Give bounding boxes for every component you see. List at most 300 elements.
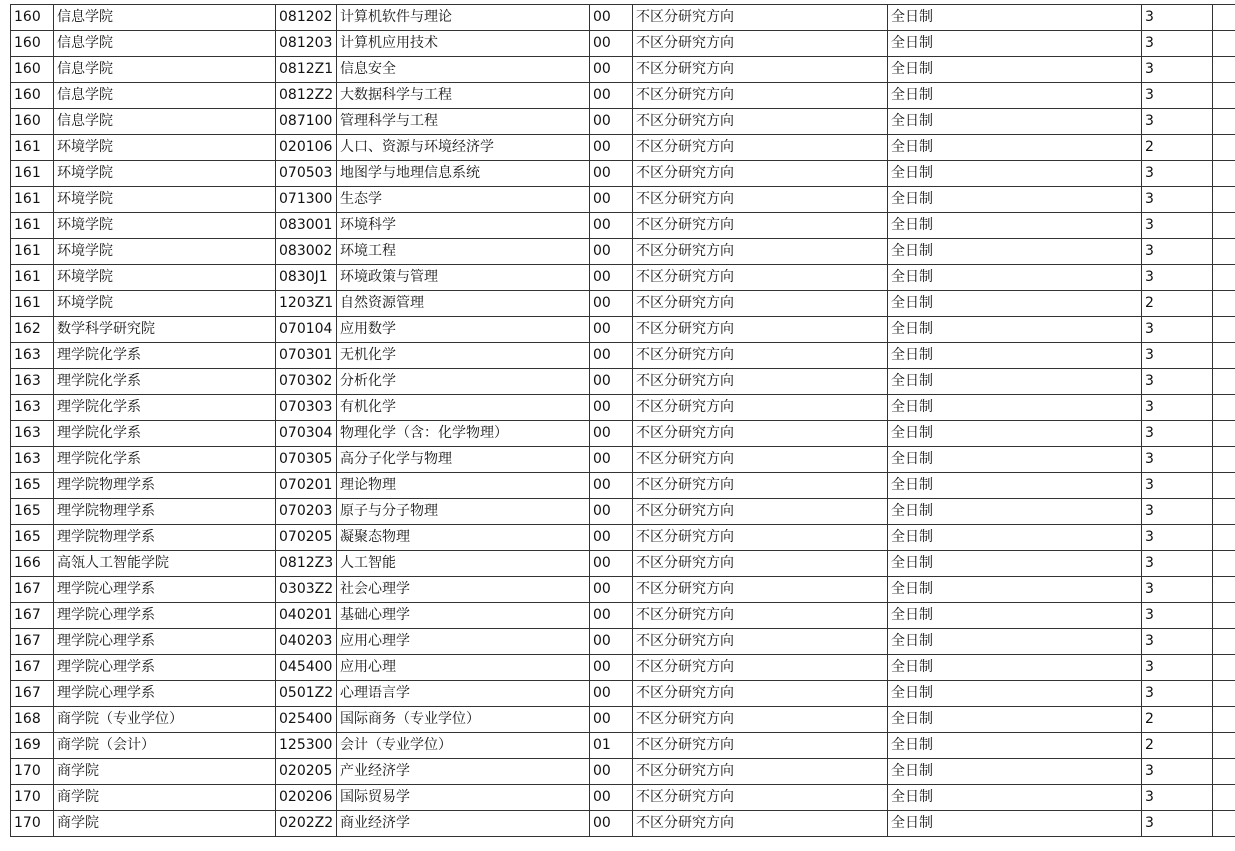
years-cell: 3 (1142, 343, 1213, 369)
empty-cell (1213, 187, 1235, 213)
major-name-cell: 自然资源管理 (337, 291, 590, 317)
study-mode-cell: 全日制 (888, 811, 1142, 837)
years-cell: 3 (1142, 603, 1213, 629)
table-row (11, 395, 1235, 421)
study-mode-cell: 全日制 (888, 57, 1142, 83)
major-code-cell: 0812Z1 (276, 57, 337, 83)
table-row (11, 31, 1235, 57)
direction-name-cell: 不区分研究方向 (633, 421, 888, 447)
study-mode-cell: 全日制 (888, 5, 1142, 31)
years-cell: 2 (1142, 707, 1213, 733)
major-code-cell: 020206 (276, 785, 337, 811)
study-mode-cell: 全日制 (888, 447, 1142, 473)
school-code-cell: 161 (11, 187, 54, 213)
major-code-cell: 020205 (276, 759, 337, 785)
table-row (11, 447, 1235, 473)
years-cell: 3 (1142, 317, 1213, 343)
empty-cell (1213, 577, 1235, 603)
direction-name-cell: 不区分研究方向 (633, 603, 888, 629)
empty-cell (1213, 161, 1235, 187)
years-cell: 3 (1142, 239, 1213, 265)
study-mode-cell: 全日制 (888, 291, 1142, 317)
direction-code-cell: 00 (590, 603, 633, 629)
years-cell: 3 (1142, 213, 1213, 239)
direction-name-cell: 不区分研究方向 (633, 31, 888, 57)
study-mode-cell: 全日制 (888, 395, 1142, 421)
table-row (11, 161, 1235, 187)
direction-code-cell: 00 (590, 811, 633, 837)
school-code-cell: 160 (11, 109, 54, 135)
school-name-cell: 理学院化学系 (54, 395, 276, 421)
school-name-cell: 环境学院 (54, 265, 276, 291)
years-cell: 3 (1142, 577, 1213, 603)
years-cell: 3 (1142, 109, 1213, 135)
table-row (11, 57, 1235, 83)
empty-cell (1213, 343, 1235, 369)
school-code-cell: 161 (11, 239, 54, 265)
direction-code-cell: 00 (590, 291, 633, 317)
table-row (11, 811, 1235, 837)
major-name-cell: 环境政策与管理 (337, 265, 590, 291)
empty-cell (1213, 265, 1235, 291)
table-body (11, 5, 1235, 837)
school-name-cell: 环境学院 (54, 291, 276, 317)
major-code-cell: 0202Z2 (276, 811, 337, 837)
study-mode-cell: 全日制 (888, 473, 1142, 499)
school-name-cell: 理学院心理学系 (54, 629, 276, 655)
major-name-cell: 无机化学 (337, 343, 590, 369)
major-code-cell: 087100 (276, 109, 337, 135)
direction-code-cell: 00 (590, 759, 633, 785)
direction-name-cell: 不区分研究方向 (633, 707, 888, 733)
major-code-cell: 070104 (276, 317, 337, 343)
major-code-cell: 0501Z2 (276, 681, 337, 707)
empty-cell (1213, 655, 1235, 681)
table-row (11, 109, 1235, 135)
years-cell: 3 (1142, 551, 1213, 577)
empty-cell (1213, 499, 1235, 525)
major-name-cell: 商业经济学 (337, 811, 590, 837)
school-code-cell: 165 (11, 473, 54, 499)
direction-code-cell: 00 (590, 577, 633, 603)
years-cell: 3 (1142, 785, 1213, 811)
major-code-cell: 040203 (276, 629, 337, 655)
major-name-cell: 社会心理学 (337, 577, 590, 603)
school-code-cell: 165 (11, 499, 54, 525)
school-name-cell: 环境学院 (54, 187, 276, 213)
table-row (11, 733, 1235, 759)
table-row (11, 187, 1235, 213)
years-cell: 3 (1142, 681, 1213, 707)
years-cell: 3 (1142, 655, 1213, 681)
empty-cell (1213, 473, 1235, 499)
direction-code-cell: 00 (590, 395, 633, 421)
study-mode-cell: 全日制 (888, 161, 1142, 187)
empty-cell (1213, 733, 1235, 759)
school-code-cell: 166 (11, 551, 54, 577)
table-row (11, 421, 1235, 447)
admissions-table (10, 4, 1235, 837)
years-cell: 3 (1142, 187, 1213, 213)
school-code-cell: 163 (11, 447, 54, 473)
school-name-cell: 理学院心理学系 (54, 681, 276, 707)
direction-code-cell: 00 (590, 213, 633, 239)
major-name-cell: 基础心理学 (337, 603, 590, 629)
table-row (11, 369, 1235, 395)
years-cell: 3 (1142, 265, 1213, 291)
years-cell: 3 (1142, 57, 1213, 83)
school-code-cell: 160 (11, 31, 54, 57)
empty-cell (1213, 239, 1235, 265)
school-name-cell: 商学院 (54, 811, 276, 837)
table-row (11, 5, 1235, 31)
school-code-cell: 167 (11, 681, 54, 707)
empty-cell (1213, 551, 1235, 577)
study-mode-cell: 全日制 (888, 707, 1142, 733)
study-mode-cell: 全日制 (888, 187, 1142, 213)
school-code-cell: 160 (11, 83, 54, 109)
empty-cell (1213, 317, 1235, 343)
school-code-cell: 165 (11, 525, 54, 551)
direction-code-cell: 00 (590, 31, 633, 57)
direction-name-cell: 不区分研究方向 (633, 655, 888, 681)
direction-code-cell: 00 (590, 83, 633, 109)
direction-name-cell: 不区分研究方向 (633, 629, 888, 655)
table-row (11, 239, 1235, 265)
direction-name-cell: 不区分研究方向 (633, 759, 888, 785)
years-cell: 3 (1142, 31, 1213, 57)
empty-cell (1213, 681, 1235, 707)
study-mode-cell: 全日制 (888, 343, 1142, 369)
study-mode-cell: 全日制 (888, 239, 1142, 265)
study-mode-cell: 全日制 (888, 655, 1142, 681)
study-mode-cell: 全日制 (888, 499, 1142, 525)
major-code-cell: 070302 (276, 369, 337, 395)
major-code-cell: 070205 (276, 525, 337, 551)
direction-code-cell: 00 (590, 681, 633, 707)
years-cell: 3 (1142, 447, 1213, 473)
direction-code-cell: 00 (590, 161, 633, 187)
school-code-cell: 168 (11, 707, 54, 733)
table-row (11, 473, 1235, 499)
direction-code-cell: 00 (590, 551, 633, 577)
direction-code-cell: 00 (590, 343, 633, 369)
years-cell: 3 (1142, 421, 1213, 447)
direction-name-cell: 不区分研究方向 (633, 83, 888, 109)
study-mode-cell: 全日制 (888, 785, 1142, 811)
direction-code-cell: 00 (590, 785, 633, 811)
empty-cell (1213, 213, 1235, 239)
direction-name-cell: 不区分研究方向 (633, 733, 888, 759)
direction-name-cell: 不区分研究方向 (633, 681, 888, 707)
years-cell: 2 (1142, 733, 1213, 759)
direction-name-cell: 不区分研究方向 (633, 525, 888, 551)
school-name-cell: 理学院物理学系 (54, 525, 276, 551)
table-row (11, 603, 1235, 629)
school-code-cell: 163 (11, 395, 54, 421)
school-code-cell: 162 (11, 317, 54, 343)
direction-name-cell: 不区分研究方向 (633, 343, 888, 369)
empty-cell (1213, 785, 1235, 811)
direction-code-cell: 00 (590, 135, 633, 161)
major-name-cell: 高分子化学与物理 (337, 447, 590, 473)
major-name-cell: 凝聚态物理 (337, 525, 590, 551)
major-name-cell: 管理科学与工程 (337, 109, 590, 135)
school-code-cell: 161 (11, 161, 54, 187)
study-mode-cell: 全日制 (888, 31, 1142, 57)
major-name-cell: 应用心理学 (337, 629, 590, 655)
table-row (11, 265, 1235, 291)
school-name-cell: 信息学院 (54, 31, 276, 57)
major-code-cell: 0303Z2 (276, 577, 337, 603)
study-mode-cell: 全日制 (888, 369, 1142, 395)
table-row (11, 317, 1235, 343)
direction-code-cell: 00 (590, 707, 633, 733)
school-code-cell: 161 (11, 135, 54, 161)
table-row (11, 785, 1235, 811)
empty-cell (1213, 447, 1235, 473)
direction-name-cell: 不区分研究方向 (633, 5, 888, 31)
school-name-cell: 信息学院 (54, 57, 276, 83)
study-mode-cell: 全日制 (888, 551, 1142, 577)
major-code-cell: 0812Z3 (276, 551, 337, 577)
major-name-cell: 原子与分子物理 (337, 499, 590, 525)
direction-code-cell: 00 (590, 5, 633, 31)
school-name-cell: 理学院化学系 (54, 369, 276, 395)
major-name-cell: 心理语言学 (337, 681, 590, 707)
direction-code-cell: 00 (590, 421, 633, 447)
major-code-cell: 070303 (276, 395, 337, 421)
school-name-cell: 商学院 (54, 759, 276, 785)
school-name-cell: 信息学院 (54, 83, 276, 109)
school-name-cell: 环境学院 (54, 135, 276, 161)
study-mode-cell: 全日制 (888, 577, 1142, 603)
school-code-cell: 160 (11, 57, 54, 83)
major-code-cell: 071300 (276, 187, 337, 213)
school-code-cell: 167 (11, 577, 54, 603)
study-mode-cell: 全日制 (888, 265, 1142, 291)
direction-code-cell: 00 (590, 473, 633, 499)
empty-cell (1213, 629, 1235, 655)
direction-code-cell: 01 (590, 733, 633, 759)
direction-name-cell: 不区分研究方向 (633, 395, 888, 421)
years-cell: 3 (1142, 369, 1213, 395)
school-name-cell: 理学院心理学系 (54, 655, 276, 681)
table-row (11, 213, 1235, 239)
study-mode-cell: 全日制 (888, 629, 1142, 655)
direction-name-cell: 不区分研究方向 (633, 369, 888, 395)
major-code-cell: 040201 (276, 603, 337, 629)
school-name-cell: 环境学院 (54, 213, 276, 239)
school-name-cell: 信息学院 (54, 109, 276, 135)
major-name-cell: 产业经济学 (337, 759, 590, 785)
school-code-cell: 170 (11, 811, 54, 837)
major-name-cell: 应用数学 (337, 317, 590, 343)
study-mode-cell: 全日制 (888, 213, 1142, 239)
direction-code-cell: 00 (590, 525, 633, 551)
major-name-cell: 计算机应用技术 (337, 31, 590, 57)
major-name-cell: 人口、资源与环境经济学 (337, 135, 590, 161)
study-mode-cell: 全日制 (888, 525, 1142, 551)
direction-name-cell: 不区分研究方向 (633, 57, 888, 83)
major-name-cell: 理论物理 (337, 473, 590, 499)
direction-name-cell: 不区分研究方向 (633, 213, 888, 239)
school-code-cell: 169 (11, 733, 54, 759)
school-name-cell: 商学院 (54, 785, 276, 811)
direction-name-cell: 不区分研究方向 (633, 265, 888, 291)
major-name-cell: 计算机软件与理论 (337, 5, 590, 31)
school-name-cell: 信息学院 (54, 5, 276, 31)
table-row (11, 681, 1235, 707)
major-name-cell: 环境科学 (337, 213, 590, 239)
empty-cell (1213, 83, 1235, 109)
major-name-cell: 地图学与地理信息系统 (337, 161, 590, 187)
school-name-cell: 环境学院 (54, 239, 276, 265)
school-code-cell: 167 (11, 655, 54, 681)
major-name-cell: 物理化学（含：化学物理） (337, 421, 590, 447)
empty-cell (1213, 421, 1235, 447)
school-code-cell: 160 (11, 5, 54, 31)
direction-name-cell: 不区分研究方向 (633, 811, 888, 837)
empty-cell (1213, 57, 1235, 83)
years-cell: 3 (1142, 811, 1213, 837)
table-row (11, 291, 1235, 317)
table-row (11, 135, 1235, 161)
school-code-cell: 170 (11, 759, 54, 785)
major-code-cell: 081203 (276, 31, 337, 57)
school-name-cell: 理学院化学系 (54, 343, 276, 369)
empty-cell (1213, 109, 1235, 135)
major-name-cell: 分析化学 (337, 369, 590, 395)
direction-code-cell: 00 (590, 629, 633, 655)
school-code-cell: 167 (11, 603, 54, 629)
major-name-cell: 有机化学 (337, 395, 590, 421)
major-code-cell: 070301 (276, 343, 337, 369)
empty-cell (1213, 707, 1235, 733)
years-cell: 2 (1142, 135, 1213, 161)
study-mode-cell: 全日制 (888, 733, 1142, 759)
school-name-cell: 理学院化学系 (54, 421, 276, 447)
major-name-cell: 大数据科学与工程 (337, 83, 590, 109)
years-cell: 3 (1142, 5, 1213, 31)
direction-name-cell: 不区分研究方向 (633, 187, 888, 213)
study-mode-cell: 全日制 (888, 135, 1142, 161)
table-row (11, 629, 1235, 655)
direction-name-cell: 不区分研究方向 (633, 785, 888, 811)
direction-name-cell: 不区分研究方向 (633, 473, 888, 499)
years-cell: 3 (1142, 83, 1213, 109)
years-cell: 2 (1142, 291, 1213, 317)
years-cell: 3 (1142, 525, 1213, 551)
empty-cell (1213, 31, 1235, 57)
table-row (11, 655, 1235, 681)
table-row (11, 759, 1235, 785)
major-code-cell: 1203Z1 (276, 291, 337, 317)
empty-cell (1213, 135, 1235, 161)
empty-cell (1213, 369, 1235, 395)
direction-code-cell: 00 (590, 109, 633, 135)
years-cell: 3 (1142, 473, 1213, 499)
years-cell: 3 (1142, 395, 1213, 421)
direction-name-cell: 不区分研究方向 (633, 291, 888, 317)
school-name-cell: 商学院（会计） (54, 733, 276, 759)
direction-code-cell: 00 (590, 239, 633, 265)
major-name-cell: 人工智能 (337, 551, 590, 577)
direction-code-cell: 00 (590, 499, 633, 525)
empty-cell (1213, 291, 1235, 317)
major-name-cell: 信息安全 (337, 57, 590, 83)
empty-cell (1213, 395, 1235, 421)
major-code-cell: 070201 (276, 473, 337, 499)
study-mode-cell: 全日制 (888, 759, 1142, 785)
direction-code-cell: 00 (590, 655, 633, 681)
major-code-cell: 070304 (276, 421, 337, 447)
major-name-cell: 环境工程 (337, 239, 590, 265)
major-code-cell: 025400 (276, 707, 337, 733)
major-code-cell: 0812Z2 (276, 83, 337, 109)
direction-code-cell: 00 (590, 57, 633, 83)
table-row (11, 551, 1235, 577)
major-code-cell: 020106 (276, 135, 337, 161)
direction-code-cell: 00 (590, 317, 633, 343)
school-name-cell: 商学院（专业学位） (54, 707, 276, 733)
years-cell: 3 (1142, 161, 1213, 187)
major-code-cell: 070503 (276, 161, 337, 187)
major-code-cell: 045400 (276, 655, 337, 681)
empty-cell (1213, 759, 1235, 785)
major-name-cell: 国际商务（专业学位） (337, 707, 590, 733)
table-row (11, 343, 1235, 369)
empty-cell (1213, 811, 1235, 837)
major-name-cell: 会计（专业学位） (337, 733, 590, 759)
direction-name-cell: 不区分研究方向 (633, 109, 888, 135)
school-name-cell: 理学院物理学系 (54, 473, 276, 499)
direction-name-cell: 不区分研究方向 (633, 239, 888, 265)
years-cell: 3 (1142, 629, 1213, 655)
study-mode-cell: 全日制 (888, 83, 1142, 109)
study-mode-cell: 全日制 (888, 681, 1142, 707)
school-code-cell: 163 (11, 369, 54, 395)
major-code-cell: 070305 (276, 447, 337, 473)
table-row (11, 525, 1235, 551)
school-code-cell: 161 (11, 291, 54, 317)
school-code-cell: 161 (11, 265, 54, 291)
school-code-cell: 170 (11, 785, 54, 811)
school-name-cell: 环境学院 (54, 161, 276, 187)
major-code-cell: 0830J1 (276, 265, 337, 291)
major-name-cell: 应用心理 (337, 655, 590, 681)
table-row (11, 83, 1235, 109)
table-row (11, 707, 1235, 733)
school-name-cell: 理学院心理学系 (54, 603, 276, 629)
direction-name-cell: 不区分研究方向 (633, 135, 888, 161)
study-mode-cell: 全日制 (888, 317, 1142, 343)
major-code-cell: 083002 (276, 239, 337, 265)
direction-code-cell: 00 (590, 187, 633, 213)
major-code-cell: 070203 (276, 499, 337, 525)
empty-cell (1213, 525, 1235, 551)
study-mode-cell: 全日制 (888, 603, 1142, 629)
major-code-cell: 081202 (276, 5, 337, 31)
direction-name-cell: 不区分研究方向 (633, 447, 888, 473)
school-name-cell: 理学院化学系 (54, 447, 276, 473)
direction-name-cell: 不区分研究方向 (633, 499, 888, 525)
direction-name-cell: 不区分研究方向 (633, 551, 888, 577)
major-name-cell: 国际贸易学 (337, 785, 590, 811)
major-name-cell: 生态学 (337, 187, 590, 213)
direction-code-cell: 00 (590, 447, 633, 473)
school-name-cell: 高瓴人工智能学院 (54, 551, 276, 577)
